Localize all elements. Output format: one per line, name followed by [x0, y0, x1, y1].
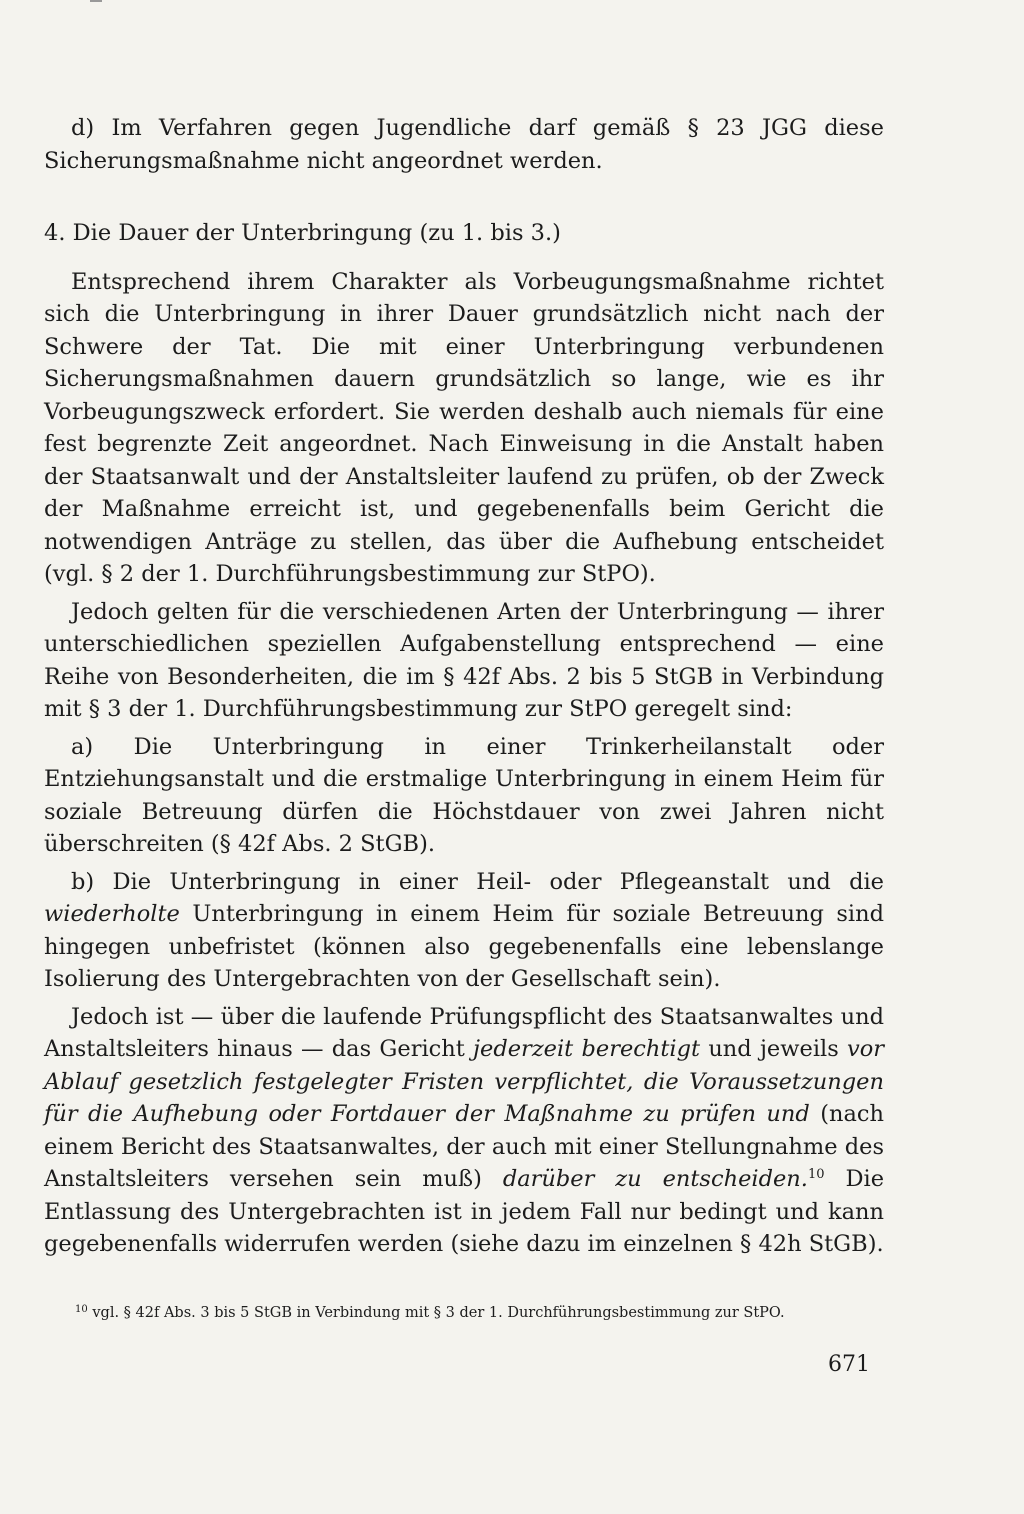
paragraph-3-emphasis-3: darüber zu entscheiden. [502, 1166, 808, 1192]
footnote [75, 1303, 890, 1323]
footnote-number: 10 [75, 1304, 88, 1315]
paragraph-b-rest: Unterbringung in einem Heim für soziale Betreuung sind hingegen unbefristet (können also gegebenenfalls eine lebenslange Isolierung des Untergebrachten von der Gesellschaft sein). [44, 901, 884, 992]
footnote-ref: 10 [807, 1167, 825, 1182]
paragraph-3-emphasis-2: vor Ablauf gesetzlich festgelegter Fristen verpflichtet, die Voraussetzungen für die Aufhebung oder Fortdauer der Maßnahme zu prüfen und [44, 1036, 885, 1127]
paragraph-b-lead: b) Die Unterbringung in einer Heil- oder Pflegeanstalt und die [71, 868, 884, 895]
paragraph-3-emphasis-1: jederzeit berechtigt [473, 1036, 701, 1062]
page-number: 671 [828, 1352, 870, 1377]
paragraph-a: a) Die Unterbringung in einer Trinkerheilanstalt oder Entziehungsanstalt und die erstmalige Unterbringung in einem Heim für soziale Betreuung dürfen die Höchstdauer von zwei Jahren nicht überschreiten (§ 42f Abs. 2 StGB). [44, 733, 884, 857]
section-heading: 4. Die Dauer der Unterbringung (zu 1. bis 3.) [44, 220, 561, 246]
paragraph-3-text-3: (nach einem Bericht des Staatsanwaltes, der auch mit einer Stellungnahme des Anstaltsleiters versehen sein muß) [44, 1101, 884, 1192]
paragraph-3-text-4: Die Entlassung des Untergebrachten ist in jedem Fall nur bedingt und kann gegebenenfalls widerrufen werden (siehe dazu im einzelnen § 42h StGB). [44, 1166, 885, 1257]
paragraph-3 [44, 1001, 884, 1261]
paragraph-d: d) Im Verfahren gegen Jugendliche darf gemäß § 23 JGG diese Sicherungsmaßnahme nicht angeordnet werden. [44, 115, 884, 174]
footnote-text: vgl. § 42f Abs. 3 bis 5 StGB in Verbindung mit § 3 der 1. Durchführungsbestimmung zur StPO. [92, 1305, 785, 1321]
paragraph-b [44, 866, 884, 996]
paragraph-1: Entsprechend ihrem Charakter als Vorbeugungsmaßnahme richtet sich die Unterbringung in ihrer Dauer grundsätzlich nicht nach der Schwere der Tat. Die mit einer Unterbringung verbundenen Sicherungsmaßnahmen dauern grundsätzlich so lange, wie es ihr Vorbeugungszweck erfordert. Sie werden deshalb auch niemals für eine fest begrenzte Zeit angeordnet. Nach Einweisung in die Anstalt haben der Staatsanwalt und der Anstaltsleiter laufend zu prüfen, ob der Zweck der Maßnahme erreicht ist, und gegebenenfalls beim Gericht die notwendigen Anträge zu stellen, das über die Aufhebung entscheidet (vgl. § 2 der 1. Durchführungsbestimmung zur StPO). [44, 268, 884, 587]
scan-mark [90, 0, 102, 2]
paragraph-b-emphasis: wiederholte [44, 901, 180, 927]
paragraph-3-text-1: Jedoch ist — über die laufende Prüfungspflicht des Staatsanwaltes und Anstaltsleiters hinaus — das Gericht [44, 1003, 884, 1062]
page-body [44, 112, 884, 1261]
paragraph-3-text-2: und jeweils [708, 1036, 839, 1062]
paragraph-2: Jedoch gelten für die verschiedenen Arten der Unterbringung — ihrer unterschiedlichen speziellen Aufgabenstellung entsprechend — eine Reihe von Besonderheiten, die im § 42f Abs. 2 bis 5 StGB in Verbindung mit § 3 der 1. Durchführungsbestimmung zur StPO geregelt sind: [44, 598, 884, 722]
